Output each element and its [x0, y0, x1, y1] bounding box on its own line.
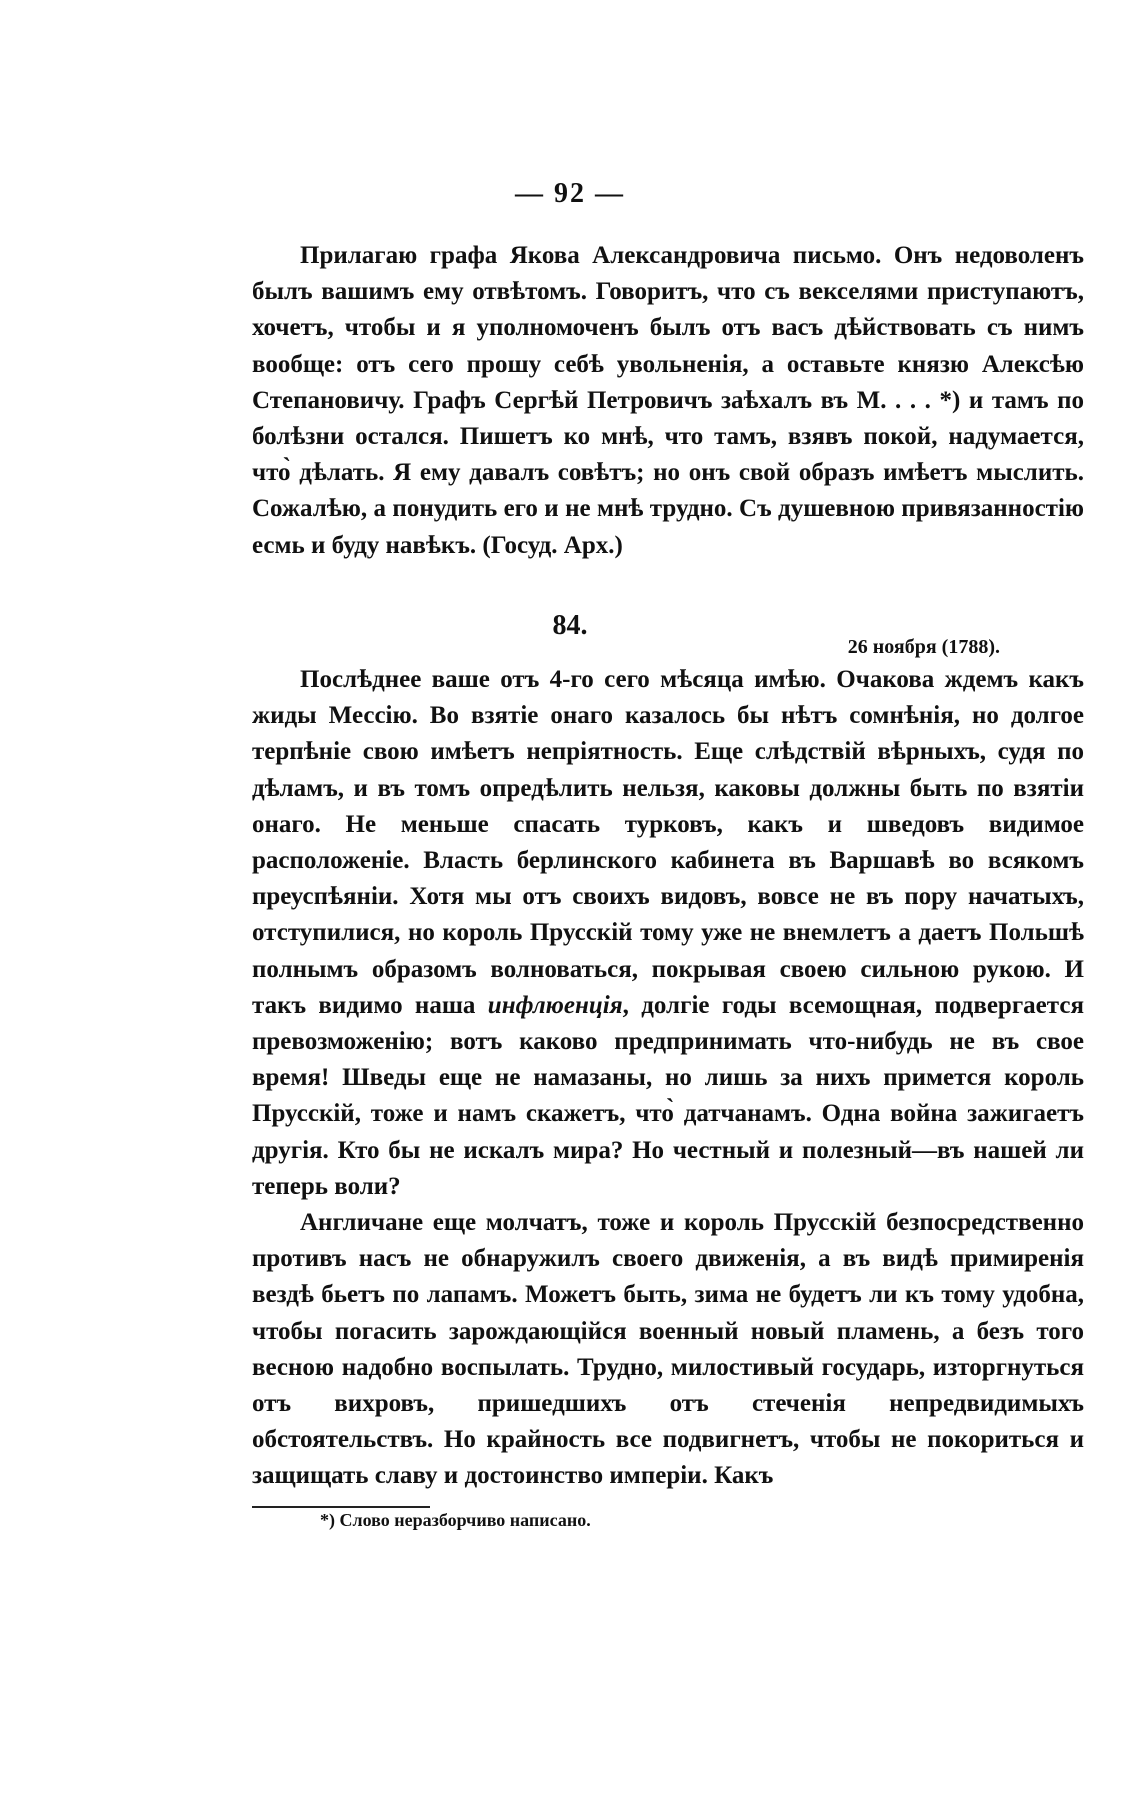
paragraph-text: , долгіе годы всемощная, подвергается превозможенію; вотъ каково предпринимать что-нибудь не въ свое время! Шведы еще не намазаны, но лишь за нихъ примется король Прусскій, тоже и намъ скажетъ, что̀ датчанамъ. Одна война зажигаетъ другія. Кто бы не искалъ мира? Но честный и полезный—въ нашей ли теперь воли?	[252, 991, 1084, 1200]
previous-letter-body	[252, 238, 1084, 564]
letter-date: 26 ноября (1788).	[847, 636, 1000, 658]
footnote-divider	[252, 1506, 430, 1508]
paragraph	[252, 662, 1084, 1205]
paragraph: Прилагаю графа Якова Александровича письмо. Онъ недоволенъ былъ вашимъ ему отвѣтомъ. Говоритъ, что съ векселями приступаютъ, хочетъ, чтобы и я уполномоченъ былъ отъ васъ дѣйствовать съ нимъ вообще: отъ сего прошу себѣ увольненія, а оставьте князю Алексѣю Степановичу. Графъ Сергѣй Петровичъ заѣхалъ въ М. . . . *) и тамъ по болѣзни остался. Пишетъ ко мнѣ, что тамъ, взявъ покой, надумается, что̀ дѣлать. Я ему давалъ совѣтъ; но онъ свой образъ имѣетъ мыслить. Сожалѣю, а понудить его и не мнѣ трудно. Съ душевною привязанностію есмь и буду навѣкъ. (Госуд. Арх.)	[252, 242, 1084, 559]
paragraph-text: Послѣднее ваше отъ 4-го сего мѣсяца имѣю. Очакова ждемъ какъ жиды Мессію. Во взятіе онаго казалось бы нѣтъ сомнѣнія, но долгое терпѣніе свою имѣетъ непріятность. Еще слѣдствій вѣрныхъ, судя по дѣламъ, и въ томъ опредѣлить нельзя, каковы должны быть по взятіи онаго. Не меньше спасать турковъ, какъ и шведовъ видимое расположеніе. Власть берлинского кабинета въ Варшавѣ во всякомъ преуспѣяніи. Хотя мы отъ своихъ видовъ, вовсе не въ пору начатыхъ, отступилися, но король Прусскій тому уже не внемлетъ а даетъ Польшѣ полнымъ образомъ волноваться, покрывая своею сильною рукою. И такъ видимо наша	[252, 666, 1084, 1019]
footnote: *) Слово неразборчиво написано.	[320, 1510, 591, 1530]
paragraph: Англичане еще молчатъ, тоже и король Прусскій безпосредственно противъ насъ не обнаружилъ своего движенія, а въ видѣ примиренія вездѣ бьетъ по лапамъ. Можетъ быть, зима не будетъ ли къ тому удобна, чтобы погасить зарождающійся военный новый пламень, а безъ того весною надобно воспылать. Трудно, милостивый государь, изторгнуться отъ вихровъ, пришедшихъ отъ стеченія непредвидимыхъ обстоятельствъ. Но крайность все подвигнетъ, чтобы не покориться и защищать славу и достоинство имперіи. Какъ	[252, 1209, 1084, 1490]
letter-84-body	[252, 662, 1084, 1495]
letter-number: 84.	[552, 610, 588, 641]
page-number: — 92 —	[515, 178, 625, 209]
italic-term: инфлюенція	[487, 991, 623, 1019]
